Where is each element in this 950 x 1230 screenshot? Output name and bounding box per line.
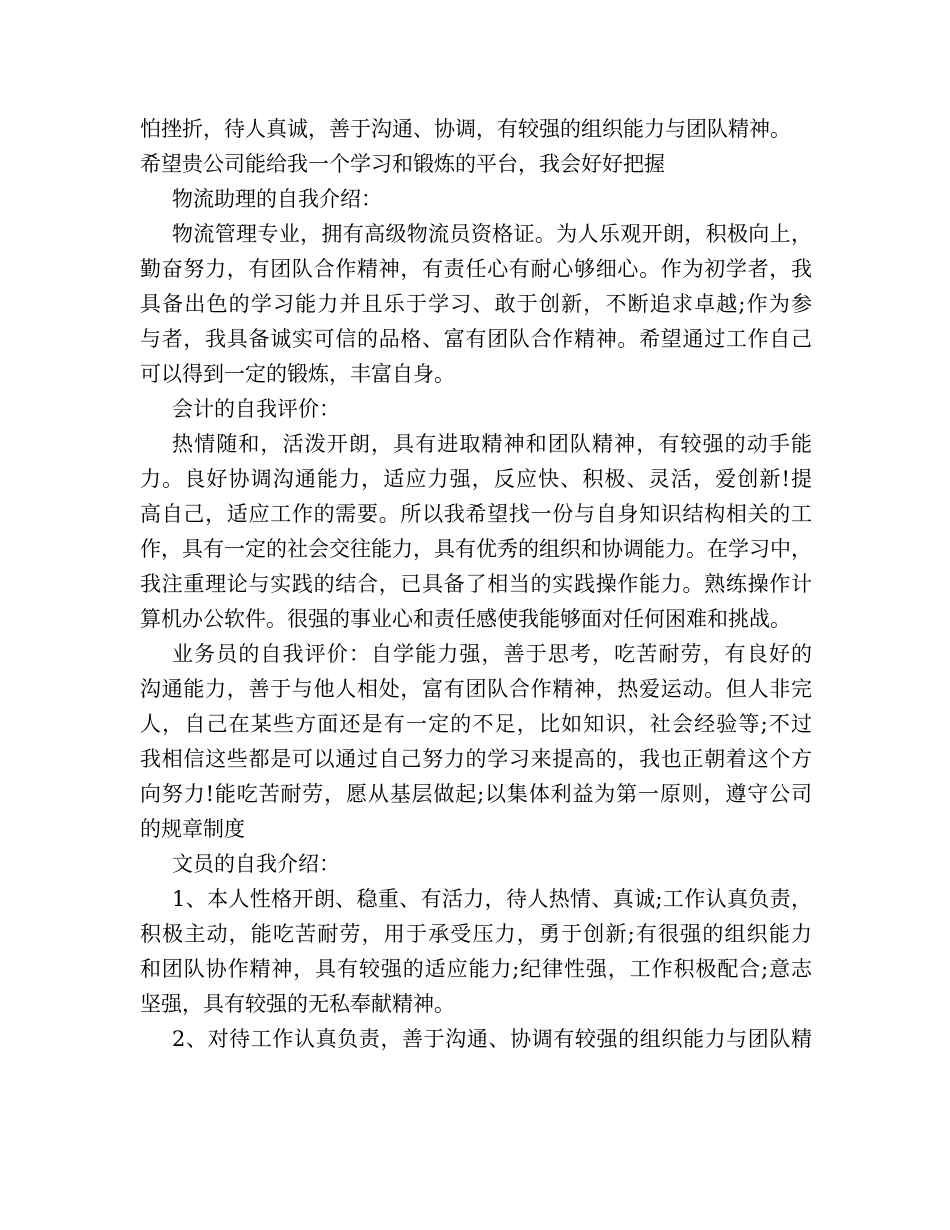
text-line: 坚强，具有较强的无私奉献精神。 <box>140 992 455 1016</box>
text-line: 物流助理的自我介绍： <box>172 187 382 211</box>
text-line: 人，自己在某些方面还是有一定的不足，比如知识，社会经验等;不过 <box>140 712 812 736</box>
text-line: 具备出色的学习能力并且乐于学习、敢于创新，不断追求卓越;作为参 <box>140 292 812 316</box>
text-line: 物流管理专业，拥有高级物流员资格证。为人乐观开朗，积极向上， <box>172 222 812 246</box>
text-line: 和团队协作精神，具有较强的适应能力;纪律性强，工作积极配合;意志 <box>140 957 812 981</box>
text-line: 1、本人性格开朗、稳重、有活力，待人热情、真诚;工作认真负责， <box>172 887 812 911</box>
text-line: 热情随和，活泼开朗，具有进取精神和团队精神，有较强的动手能 <box>172 432 812 456</box>
text-line: 高自己，适应工作的需要。所以我希望找一份与自身知识结构相关的工 <box>140 502 812 526</box>
text-line: 向努力!能吃苦耐劳，愿从基层做起;以集体利益为第一原则，遵守公司 <box>140 782 812 806</box>
text-line: 作，具有一定的社会交往能力，具有优秀的组织和协调能力。在学习中， <box>140 537 812 561</box>
text-line: 算机办公软件。很强的事业心和责任感使我能够面对任何困难和挑战。 <box>140 607 791 631</box>
text-line: 我相信这些都是可以通过自己努力的学习来提高的，我也正朝着这个方 <box>140 747 812 771</box>
text-line: 我注重理论与实践的结合，已具备了相当的实践操作能力。熟练操作计 <box>140 572 812 596</box>
text-line: 积极主动，能吃苦耐劳，用于承受压力，勇于创新;有很强的组织能力 <box>140 922 812 946</box>
text-line: 业务员的自我评价：自学能力强，善于思考，吃苦耐劳，有良好的 <box>172 642 812 666</box>
text-line: 力。良好协调沟通能力，适应力强，反应快、积极、灵活，爱创新!提 <box>140 467 812 491</box>
document-page <box>140 112 812 1057</box>
text-line: 会计的自我评价： <box>172 397 340 421</box>
text-line: 文员的自我介绍： <box>172 852 340 876</box>
text-line: 的规章制度 <box>140 817 245 841</box>
text-line: 希望贵公司能给我一个学习和锻炼的平台，我会好好把握 <box>140 152 665 176</box>
text-line: 可以得到一定的锻炼，丰富自身。 <box>140 362 455 386</box>
text-line: 怕挫折，待人真诚，善于沟通、协调，有较强的组织能力与团队精神。 <box>140 117 791 141</box>
text-line: 沟通能力，善于与他人相处，富有团队合作精神，热爱运动。但人非完 <box>140 677 812 701</box>
text-line: 与者，我具备诚实可信的品格、富有团队合作精神。希望通过工作自己 <box>140 327 812 351</box>
text-line: 2、对待工作认真负责，善于沟通、协调有较强的组织能力与团队精 <box>172 1027 812 1051</box>
text-line: 勤奋努力，有团队合作精神，有责任心有耐心够细心。作为初学者，我 <box>140 257 812 281</box>
